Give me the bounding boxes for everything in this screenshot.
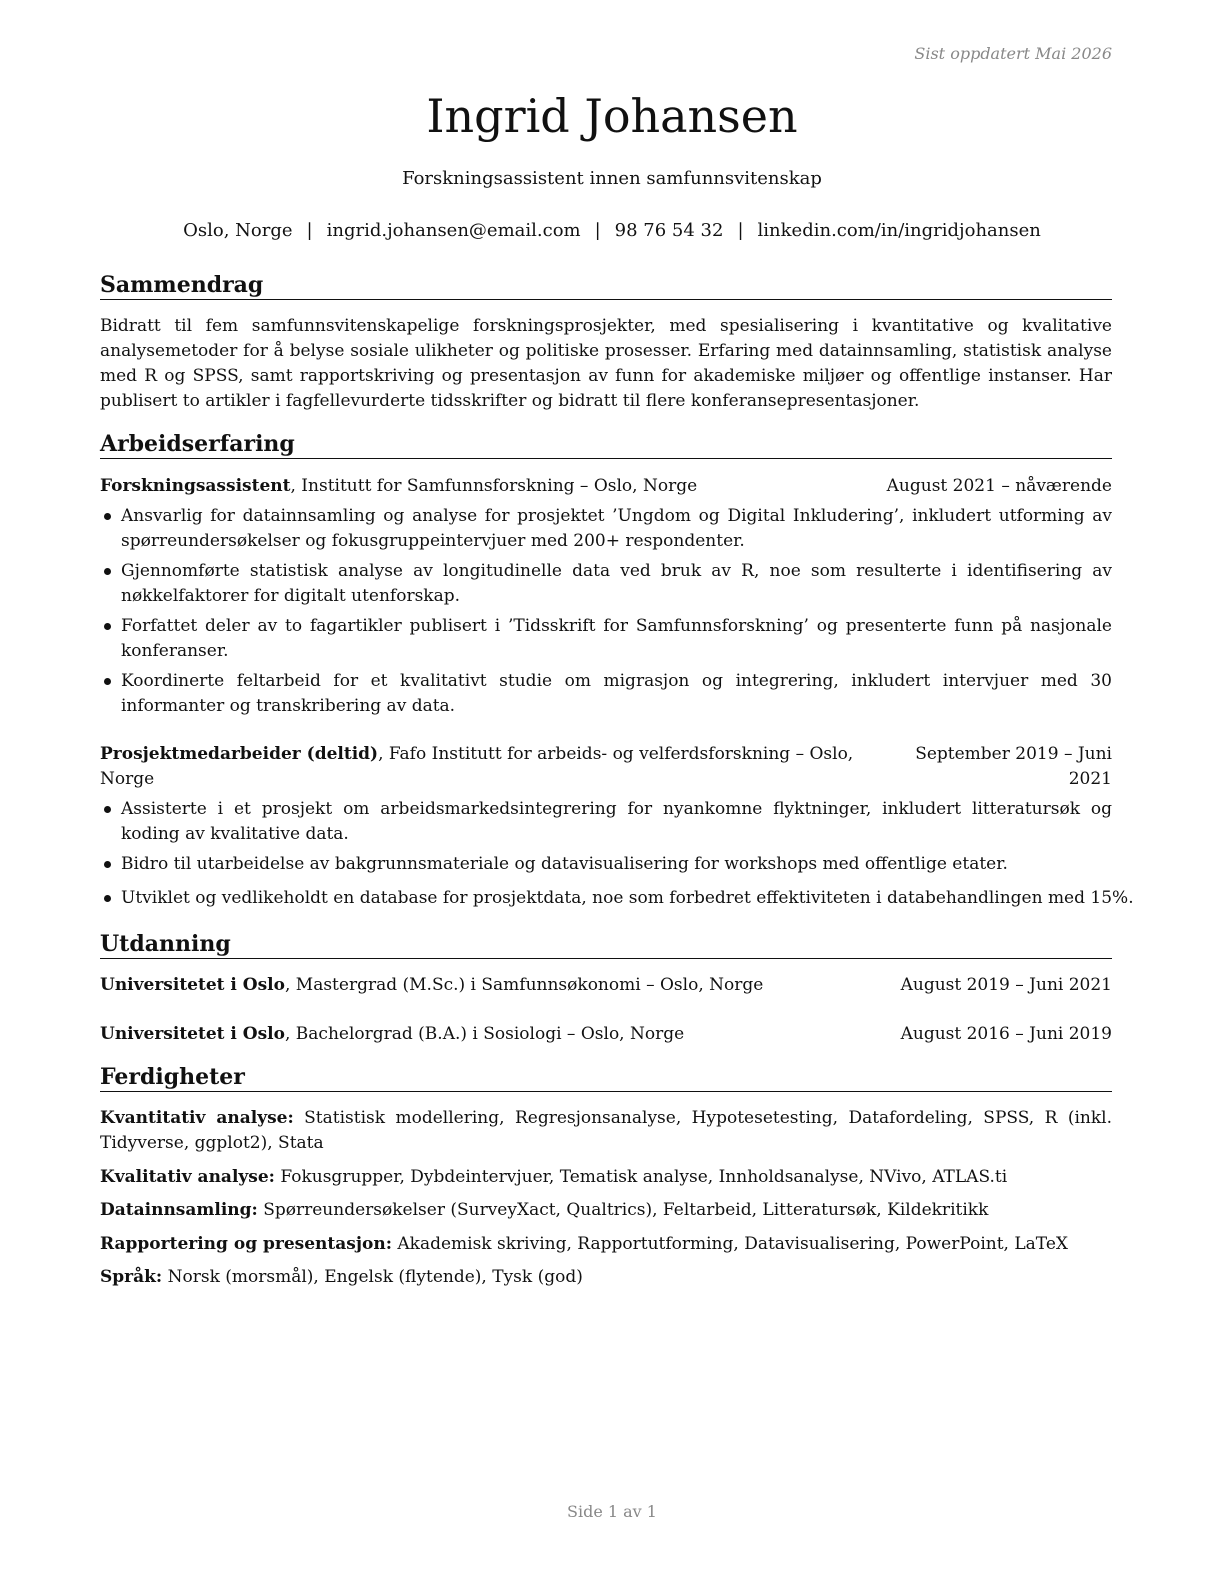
job-title: Prosjektmedarbeider (deltid) [100, 744, 379, 764]
experience-entry-1-header [100, 474, 1112, 499]
skill-row-qualitative [100, 1165, 1112, 1190]
experience-entry-2-bullets [100, 797, 1134, 916]
skill-value: Fokusgrupper, Dybdeintervjuer, Tematisk analyse, Innholdsanalyse, NVivo, ATLAS.ti [274, 1167, 1008, 1187]
skill-row-quantitative [100, 1106, 1112, 1156]
contact-separator: | [737, 220, 744, 241]
contact-phone: 98 76 54 32 [614, 220, 724, 241]
list-item: Bidro til utarbeidelse av bakgrunnsmateriale og datavisualisering for workshops med offentlige etater. [100, 852, 1112, 877]
section-title-skills: Ferdigheter [100, 1063, 1112, 1092]
job-dates: August 2021 – nåværende [886, 476, 1112, 496]
experience-entry-1-bullets [100, 504, 1112, 724]
experience-entry-2-header [100, 742, 1112, 792]
contact-email[interactable]: ingrid.johansen@email.com [326, 220, 581, 241]
education-dates: August 2019 – Juni 2021 [900, 975, 1112, 995]
section-title-summary: Sammendrag [100, 271, 1112, 300]
skill-value: Statistisk modellering, Regresjonsanalyse, Hypotesetesting, Datafordeling, SPSS, R (inkl. Tidyverse, ggplot2), Stata [100, 1108, 1112, 1153]
list-item: Gjennomførte statistisk analyse av longitudinelle data ved bruk av R, noe som resulterte i identifisering av nøkkelfaktorer for digitalt utenforskap. [100, 559, 1112, 609]
education-entry-2 [100, 1022, 1112, 1047]
education-entry-1-title-line [100, 973, 763, 998]
education-entry-2-title-line [100, 1022, 684, 1047]
contact-linkedin[interactable]: linkedin.com/in/ingridjohansen [757, 220, 1041, 241]
contact-location: Oslo, Norge [183, 220, 293, 241]
list-item: Koordinerte feltarbeid for et kvalitativt studie om migrasjon og integrering, inkludert intervjuer med 30 informanter og transkribering av data. [100, 669, 1112, 719]
contact-separator: | [306, 220, 313, 241]
list-item: Ansvarlig for datainnsamling og analyse for prosjektet ’Ungdom og Digital Inkludering’, inkludert utforming av spørreundersøkelser og fokusgruppeintervjuer med 200+ respondenter. [100, 504, 1112, 554]
school-name: Universitetet i Oslo [100, 975, 285, 995]
list-item: Forfattet deler av to fagartikler publisert i ’Tidsskrift for Samfunnsforskning’ og presenterte funn på nasjonale konferanser. [100, 614, 1112, 664]
skill-label: Datainnsamling: [100, 1200, 258, 1220]
school-name: Universitetet i Oslo [100, 1024, 285, 1044]
section-title-education: Utdanning [100, 930, 1112, 959]
education-entry-1 [100, 973, 1112, 998]
contact-line [0, 219, 1224, 243]
job-dates-line2: 2021 [1068, 769, 1112, 789]
list-item: Utviklet og vedlikeholdt en database for prosjektdata, noe som forbedret effektiviteten i databehandlingen med 15%. [100, 886, 1112, 911]
skill-value: Spørreundersøkelser (SurveyXact, Qualtrics), Feltarbeid, Litteratursøk, Kildekritikk [257, 1200, 989, 1220]
skill-row-reporting [100, 1232, 1112, 1257]
list-item: Assisterte i et prosjekt om arbeidsmarkedsintegrering for nyankomne flyktninger, inkludert litteratursøk og koding av kvalitative data. [100, 797, 1112, 847]
education-dates: August 2016 – Juni 2019 [900, 1024, 1112, 1044]
job-organization-line2: Norge [100, 769, 155, 789]
experience-entry-1-title-line [100, 474, 697, 499]
page-number: Side 1 av 1 [567, 1502, 657, 1521]
candidate-subtitle: Forskningsassistent innen samfunnsvitenskap [402, 168, 822, 189]
candidate-name: Ingrid Johansen [426, 89, 798, 143]
section-title-experience: Arbeidserfaring [100, 430, 1112, 459]
degree: , Bachelorgrad (B.A.) i Sosiologi – Oslo, Norge [284, 1024, 685, 1044]
skill-label: Språk: [100, 1267, 163, 1287]
skill-label: Rapportering og presentasjon: [100, 1234, 392, 1254]
skill-value: Norsk (morsmål), Engelsk (flytende), Tysk (god) [162, 1267, 583, 1287]
skill-label: Kvalitativ analyse: [100, 1167, 275, 1187]
job-title: Forskningsassistent [100, 476, 291, 496]
job-dates-line1: September 2019 – Juni [915, 744, 1112, 764]
last-updated-note: Sist oppdatert Mai 2026 [914, 44, 1112, 63]
contact-separator: | [594, 220, 601, 241]
job-dates [915, 742, 1112, 792]
degree: , Mastergrad (M.Sc.) i Samfunnsøkonomi – Oslo, Norge [284, 975, 764, 995]
skill-row-data-collection [100, 1198, 1112, 1223]
experience-entry-2-title-line [100, 742, 853, 792]
skill-row-languages [100, 1265, 1112, 1290]
job-organization: , Fafo Institutt for arbeids- og velferdsforskning – Oslo, [378, 744, 854, 764]
skill-label: Kvantitativ analyse: [100, 1108, 294, 1128]
skill-value: Akademisk skriving, Rapportutforming, Datavisualisering, PowerPoint, LaTeX [391, 1234, 1068, 1254]
job-organization: , Institutt for Samfunnsforskning – Oslo, Norge [290, 476, 698, 496]
summary-paragraph: Bidratt til fem samfunnsvitenskapelige forskningsprosjekter, med spesialisering i kvantitative og kvalitative analysemetoder for å belyse sosiale ulikheter og politiske prosesser. Erfaring med datainnsamling, statistisk analyse med R og SPSS, samt rapportskriving og presentasjon av funn for akademiske miljøer og offentlige instanser. Har publisert to artikler i fagfellevurderte tidsskrifter og bidratt til flere konferansepresentasjoner. [100, 316, 1112, 411]
